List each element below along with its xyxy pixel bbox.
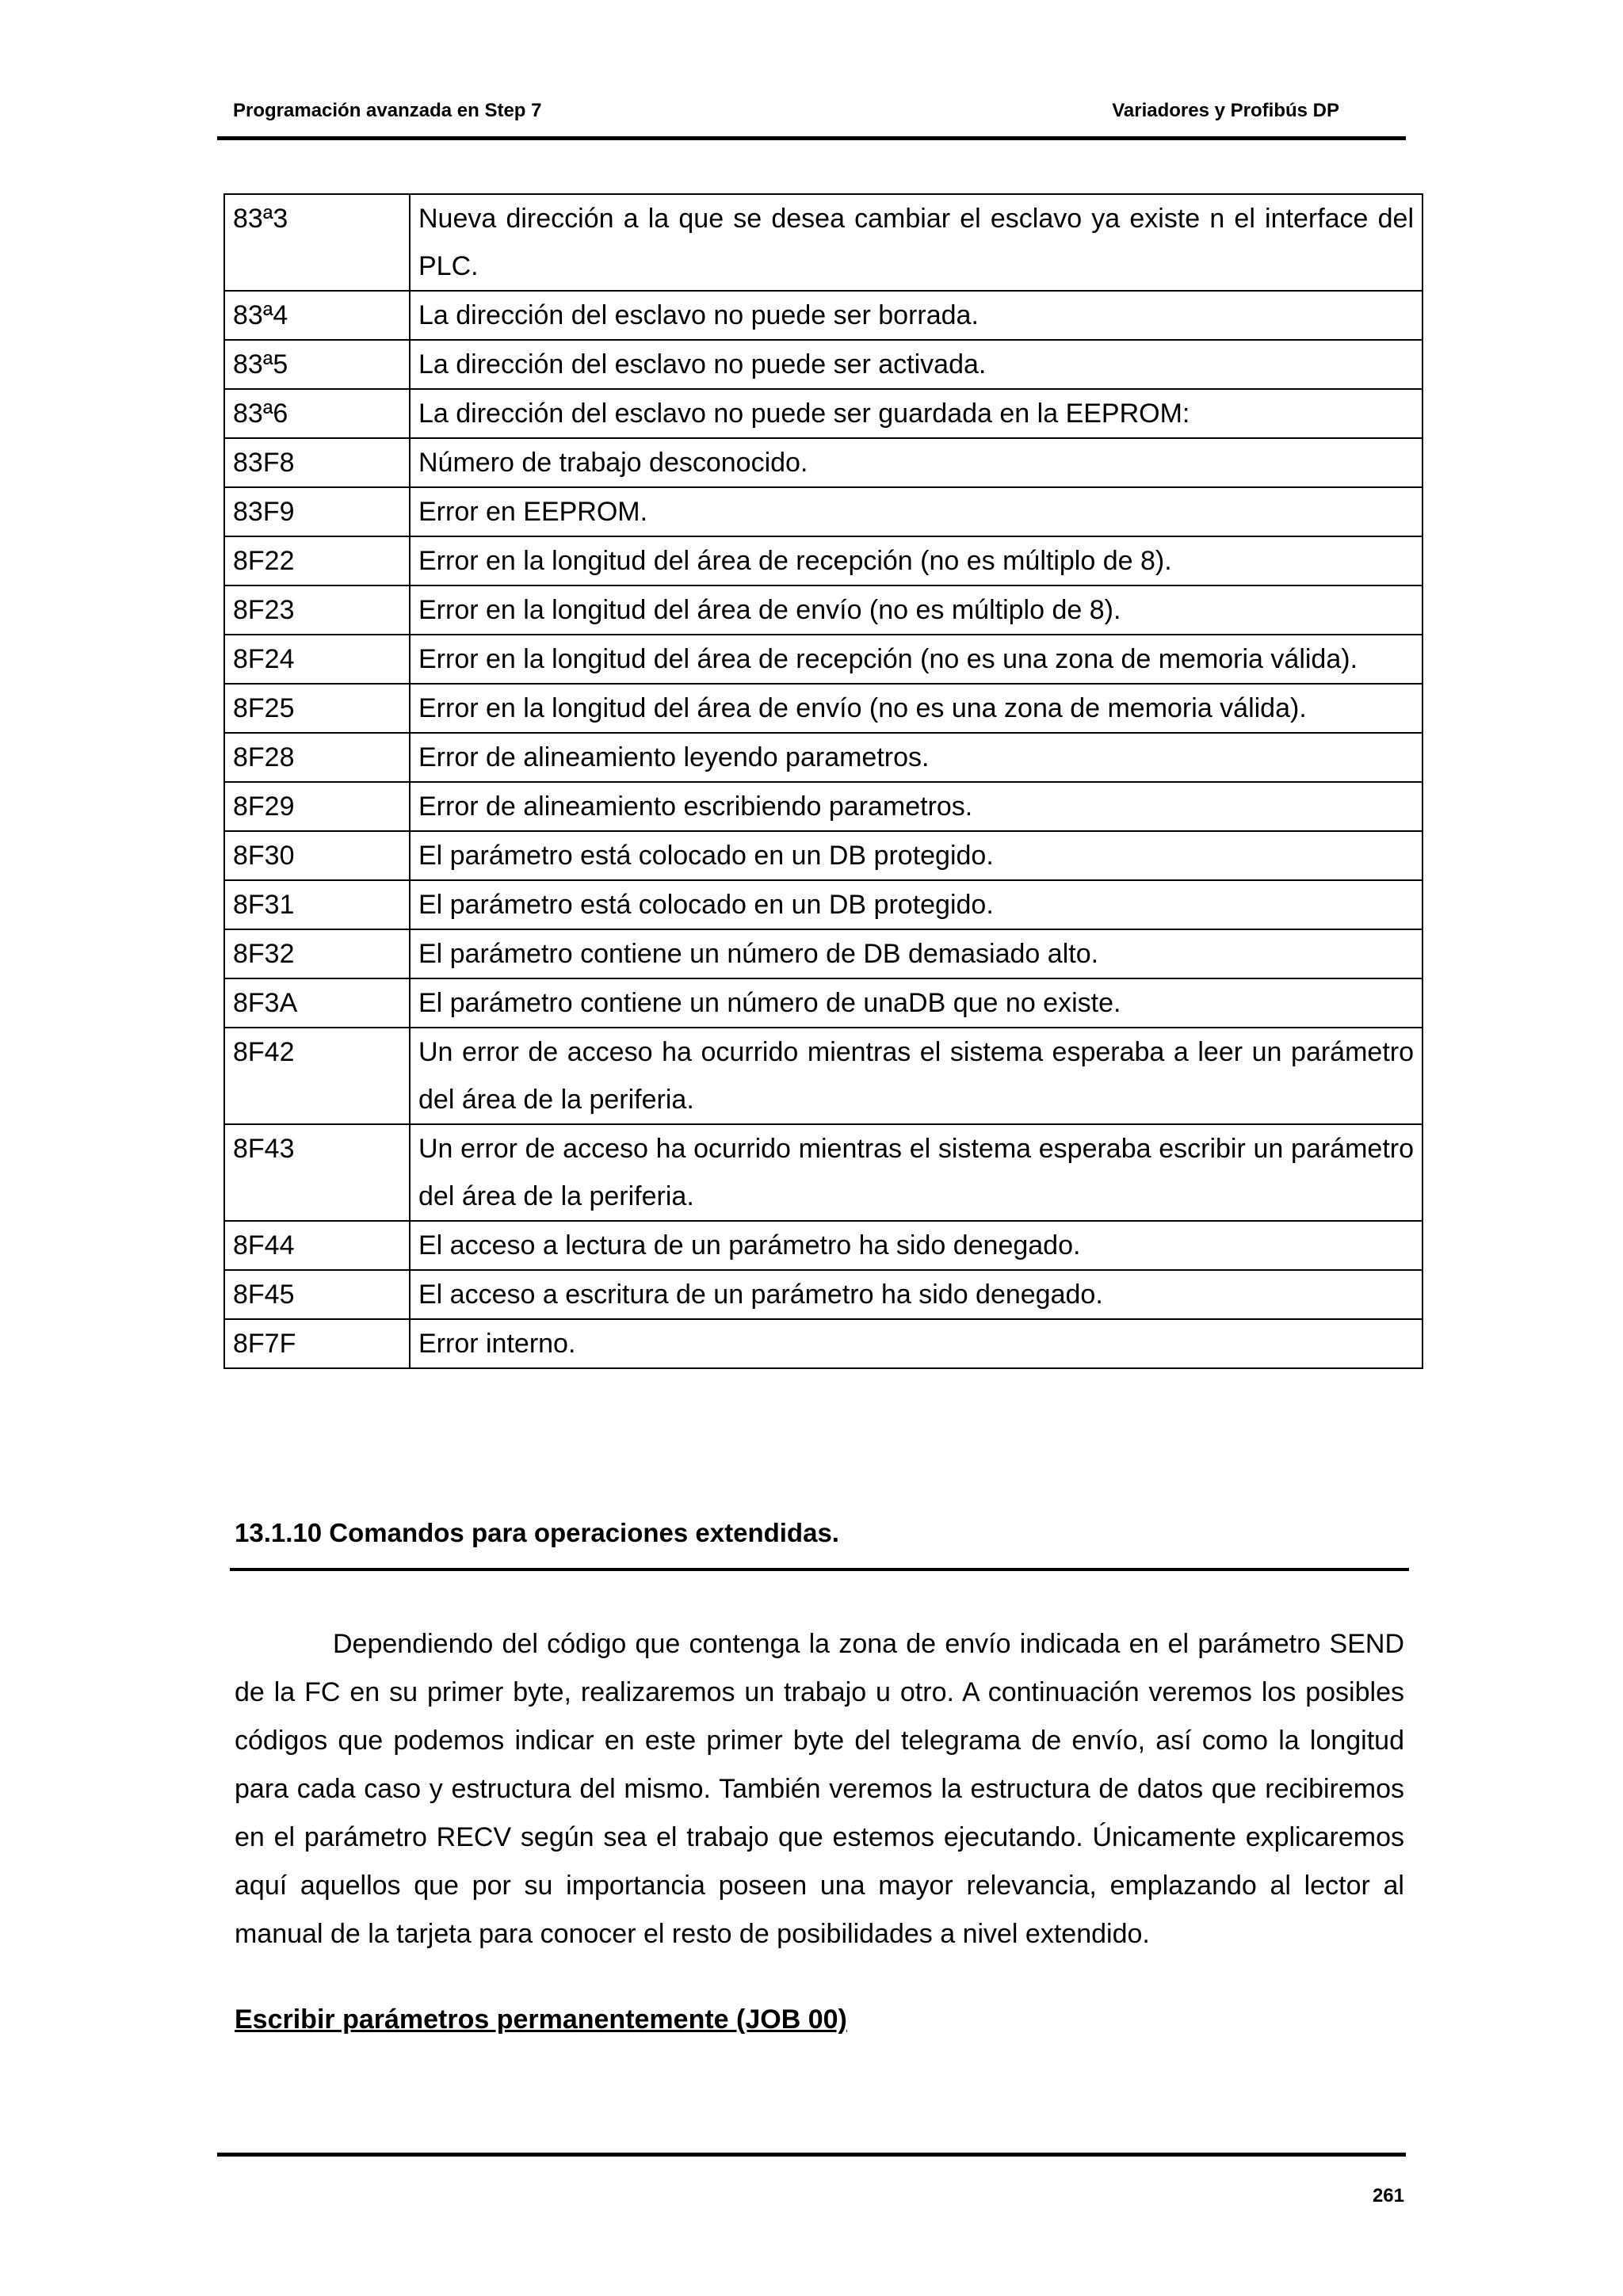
error-description-cell: La dirección del esclavo no puede ser guardada en la EEPROM: <box>410 389 1423 438</box>
header-chapter-title: Variadores y Profibús DP <box>1112 100 1339 121</box>
error-description-cell: El parámetro contiene un número de unaDB que no existe. <box>410 978 1423 1028</box>
table-row <box>224 194 1423 291</box>
table-row <box>224 733 1423 782</box>
table-row <box>224 585 1423 635</box>
error-description-cell: El parámetro está colocado en un DB protegido. <box>410 831 1423 880</box>
error-code-cell: 8F23 <box>224 585 410 635</box>
error-description-cell: Nueva dirección a la que se desea cambiar el esclavo ya existe n el interface del PLC. <box>410 194 1423 291</box>
section-divider <box>230 1568 1409 1571</box>
error-description-cell: La dirección del esclavo no puede ser borrada. <box>410 291 1423 340</box>
error-code-cell: 8F7F <box>224 1319 410 1368</box>
error-description-cell: El parámetro está colocado en un DB protegido. <box>410 880 1423 929</box>
table-row <box>224 880 1423 929</box>
error-code-cell: 8F25 <box>224 684 410 733</box>
section-heading: 13.1.10 Comandos para operaciones extendidas. <box>235 1518 839 1547</box>
table-row <box>224 929 1423 978</box>
error-description-cell: Error en la longitud del área de recepción (no es múltiplo de 8). <box>410 536 1423 585</box>
table-row <box>224 782 1423 831</box>
error-description-cell: Error en la longitud del área de envío (no es una zona de memoria válida). <box>410 684 1423 733</box>
error-code-cell: 8F43 <box>224 1124 410 1221</box>
table-row <box>224 438 1423 487</box>
error-code-cell: 8F31 <box>224 880 410 929</box>
error-description-cell: Error de alineamiento escribiendo parametros. <box>410 782 1423 831</box>
error-code-cell: 8F28 <box>224 733 410 782</box>
error-description-cell: Un error de acceso ha ocurrido mientras el sistema esperaba a leer un parámetro del área de la periferia. <box>410 1028 1423 1124</box>
table-row <box>224 978 1423 1028</box>
table-row <box>224 291 1423 340</box>
table-row <box>224 340 1423 389</box>
error-code-cell: 83ª3 <box>224 194 410 291</box>
table-row <box>224 389 1423 438</box>
error-code-cell: 8F32 <box>224 929 410 978</box>
table-row <box>224 831 1423 880</box>
table-row <box>224 1028 1423 1124</box>
page-number: 261 <box>1372 2185 1404 2206</box>
table-row <box>224 1124 1423 1221</box>
footer-divider <box>217 2153 1406 2157</box>
error-code-cell: 8F30 <box>224 831 410 880</box>
table-row <box>224 635 1423 684</box>
table-row <box>224 1319 1423 1368</box>
error-code-cell: 83ª5 <box>224 340 410 389</box>
error-description-cell: Un error de acceso ha ocurrido mientras el sistema esperaba escribir un parámetro del área de la periferia. <box>410 1124 1423 1221</box>
error-code-cell: 8F44 <box>224 1221 410 1270</box>
error-code-cell: 8F3A <box>224 978 410 1028</box>
error-description-cell: Error en EEPROM. <box>410 487 1423 536</box>
error-description-cell: El parámetro contiene un número de DB demasiado alto. <box>410 929 1423 978</box>
header-document-title: Programación avanzada en Step 7 <box>233 100 542 121</box>
table-row <box>224 684 1423 733</box>
error-code-cell: 83ª4 <box>224 291 410 340</box>
error-code-cell: 8F45 <box>224 1270 410 1319</box>
error-description-cell: Error en la longitud del área de envío (no es múltiplo de 8). <box>410 585 1423 635</box>
header-divider <box>217 136 1406 140</box>
error-code-cell: 83ª6 <box>224 389 410 438</box>
table-row <box>224 1221 1423 1270</box>
error-code-cell: 83F8 <box>224 438 410 487</box>
subheading-job-00: Escribir parámetros permanentemente (JOB 00) <box>235 2004 847 2035</box>
error-description-cell: El acceso a lectura de un parámetro ha sido denegado. <box>410 1221 1423 1270</box>
body-paragraph: Dependiendo del código que contenga la zona de envío indicada en el parámetro SEND de la FC en su primer byte, realizaremos un trabajo u otro. A continuación veremos los posibles códigos que podemos indicar en este primer byte del telegrama de envío, así como la longitud para cada caso y estructura del mismo. También veremos la estructura de datos que recibiremos en el parámetro RECV según sea el trabajo que estemos ejecutando. Únicamente explicaremos aquí aquellos que por su importancia poseen una mayor relevancia, emplazando al lector al manual de la tarjeta para conocer el resto de posibilidades a nivel extendido. <box>235 1629 1404 1949</box>
error-code-cell: 8F29 <box>224 782 410 831</box>
error-description-cell: Error de alineamiento leyendo parametros. <box>410 733 1423 782</box>
error-code-cell: 83F9 <box>224 487 410 536</box>
table-row <box>224 1270 1423 1319</box>
error-code-cell: 8F22 <box>224 536 410 585</box>
error-description-cell: Error en la longitud del área de recepción (no es una zona de memoria válida). <box>410 635 1423 684</box>
table-row <box>224 536 1423 585</box>
error-description-cell: El acceso a escritura de un parámetro ha sido denegado. <box>410 1270 1423 1319</box>
table-row <box>224 487 1423 536</box>
error-code-cell: 8F42 <box>224 1028 410 1124</box>
error-description-cell: Error interno. <box>410 1319 1423 1368</box>
error-code-table <box>223 193 1423 1369</box>
error-description-cell: La dirección del esclavo no puede ser activada. <box>410 340 1423 389</box>
error-description-cell: Número de trabajo desconocido. <box>410 438 1423 487</box>
error-code-table-body <box>224 194 1423 1368</box>
error-code-cell: 8F24 <box>224 635 410 684</box>
